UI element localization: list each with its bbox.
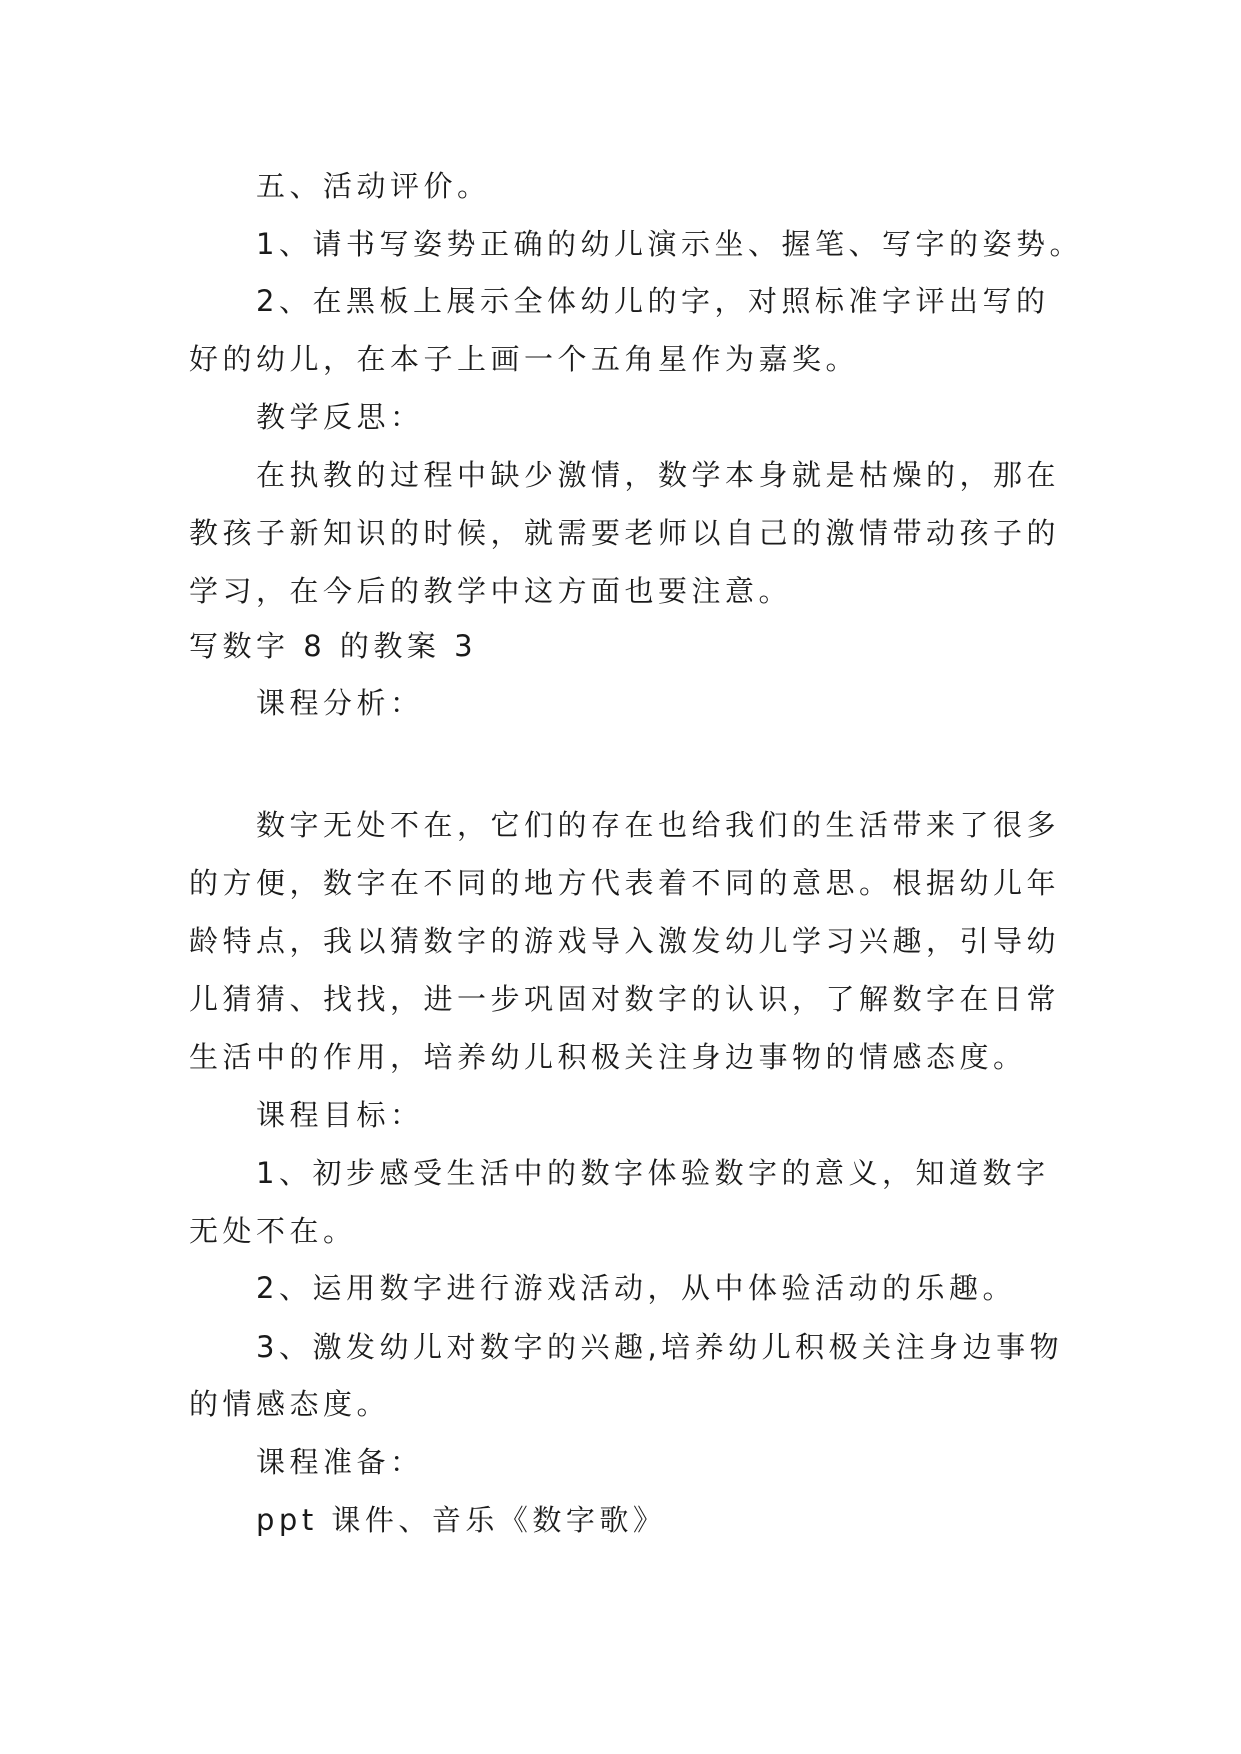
paragraph-line: 好的幼儿，在本子上画一个五角星作为嘉奖。 xyxy=(189,342,860,376)
document-title: 写数字 8 的教案 3 xyxy=(189,629,478,663)
paragraph-line: 数字无处不在，它们的存在也给我们的生活带来了很多 xyxy=(256,808,1061,842)
paragraph-line: 的方便，数字在不同的地方代表着不同的意思。根据幼儿年 xyxy=(189,866,1061,900)
paragraph-line: 1、请书写姿势正确的幼儿演示坐、握笔、写字的姿势。 xyxy=(256,227,1083,261)
paragraph-line: 3、激发幼儿对数字的兴趣,培养幼儿积极关注身边事物 xyxy=(256,1330,1064,1364)
paragraph-line: 无处不在。 xyxy=(189,1214,357,1248)
paragraph-line: ppt 课件、音乐《数字歌》 xyxy=(256,1503,667,1537)
paragraph-line: 2、运用数字进行游戏活动，从中体验活动的乐趣。 xyxy=(256,1271,1016,1305)
paragraph-line: 在执教的过程中缺少激情，数学本身就是枯燥的，那在 xyxy=(256,458,1061,492)
section-heading-analysis: 课程分析： xyxy=(256,686,424,720)
paragraph-line: 儿猜猜、找找，进一步巩固对数字的认识，了解数字在日常 xyxy=(189,982,1061,1016)
section-heading-evaluation: 五、活动评价。 xyxy=(256,169,491,203)
paragraph-line: 2、在黑板上展示全体幼儿的字，对照标准字评出写的 xyxy=(256,284,1050,318)
paragraph-line: 1、初步感受生活中的数字体验数字的意义，知道数字 xyxy=(256,1156,1050,1190)
section-heading-preparation: 课程准备： xyxy=(256,1445,424,1479)
paragraph-line: 龄特点，我以猜数字的游戏导入激发幼儿学习兴趣，引导幼 xyxy=(189,924,1061,958)
paragraph-line: 的情感态度。 xyxy=(189,1387,391,1421)
section-heading-goals: 课程目标： xyxy=(256,1098,424,1132)
paragraph-line: 教孩子新知识的时候，就需要老师以自己的激情带动孩子的 xyxy=(189,516,1061,550)
paragraph-line: 生活中的作用，培养幼儿积极关注身边事物的情感态度。 xyxy=(189,1040,1027,1074)
paragraph-line: 学习，在今后的教学中这方面也要注意。 xyxy=(189,574,793,608)
section-heading-reflection: 教学反思： xyxy=(256,400,424,434)
